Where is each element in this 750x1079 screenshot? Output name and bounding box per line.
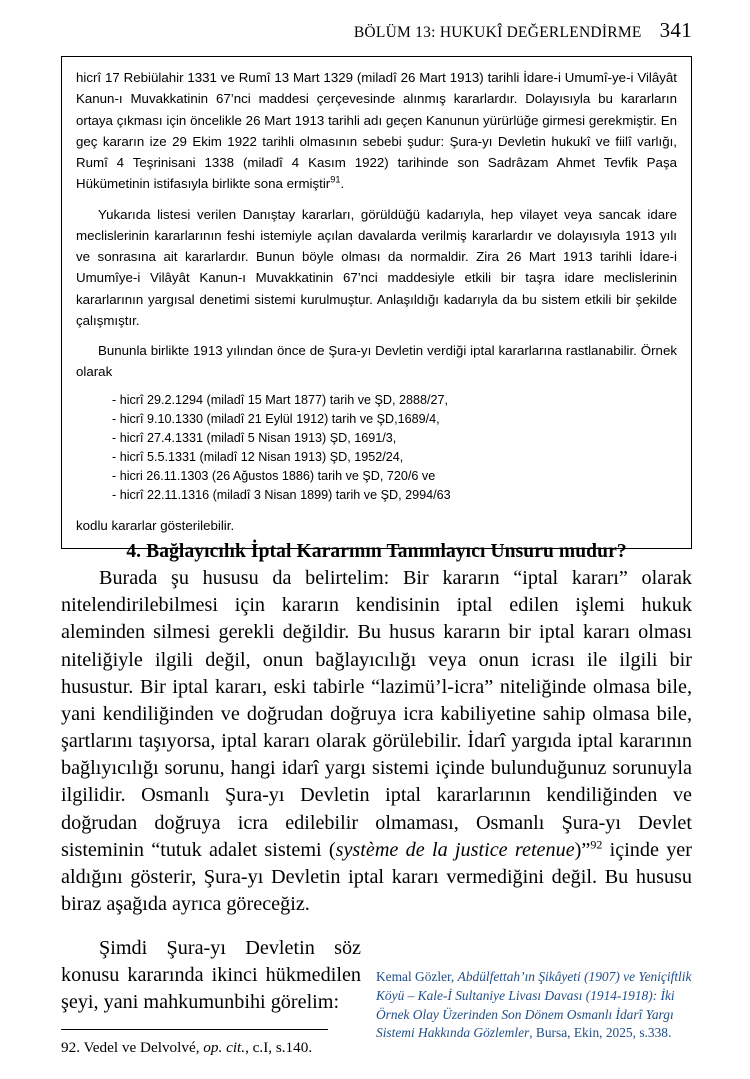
- quote-paragraph-1-text-b: .: [340, 176, 345, 192]
- body-paragraph-1: [61, 565, 692, 918]
- footnote-text-before: Vedel ve Delvolvé,: [83, 1039, 204, 1056]
- list-item: - hicrî 22.11.1316 (miladî 3 Nisan 1899) tarih ve ŞD, 2994/63: [112, 488, 451, 503]
- footnote-marker-91: 91: [330, 174, 341, 185]
- running-head-chapter-title: BÖLÜM 13: HUKUKÎ DEĞERLENDİRME: [353, 24, 642, 41]
- body-paragraph-1-text-b: )”: [574, 838, 591, 861]
- body-text: [61, 565, 692, 918]
- latin-phrase-italic: système de la justice retenue: [335, 838, 575, 861]
- quote-paragraph-3: Bununla birlikte 1913 yılından önce de Şura-yı Devletin verdiği iptal kararlarına rastlanabilir. Örnek olarak: [76, 343, 677, 380]
- body-paragraph-2: Şimdi Şura-yı Devletin söz konusu kararında ikinci hükmedilen şeyi, yani mahkumunbihi görelim:: [61, 937, 361, 1014]
- quote-paragraph-1: [76, 67, 677, 195]
- list-item: - hicrî 5.5.1331 (miladî 12 Nisan 1913) ŞD, 1952/24,: [112, 450, 404, 465]
- section-heading: 4. Bağlayıcılık İptal Kararının Tanımlayıcı Unsuru mudur?: [126, 541, 627, 563]
- page-number: 341: [659, 18, 692, 42]
- running-head: [61, 18, 692, 44]
- footnote-text-after: , c.I, s.140.: [245, 1039, 313, 1056]
- list-item: - hicrî 27.4.1331 (miladî 5 Nisan 1913) ŞD, 1691/3,: [112, 431, 397, 445]
- footnote-number: 92.: [61, 1039, 84, 1056]
- body-last-paragraph-block: [61, 935, 361, 1017]
- citation-publication: , Bursa, Ekin, 2025, s.338.: [529, 1025, 672, 1041]
- boxed-quotation: [61, 56, 692, 549]
- list-item: - hicri 26.11.1303 (26 Ağustos 1886) tarih ve ŞD, 720/6 ve: [112, 469, 436, 484]
- footnote-separator-rule: [61, 1029, 328, 1030]
- footnote-marker-92: 92: [590, 836, 603, 851]
- quote-paragraph-2: Yukarıda listesi verilen Danıştay kararları, görüldüğü kadarıyla, hep vilayet veya sancak idare meclislerinin kararlarının feshi istemiyle açılan davalarda verilmiş kararlardır ve dolayısıyla 1913 yılı ve sonrasına ait kararlardır. Bunun böyle olması da normaldir. Zira 26 Mart 1913 tarihli İdare-i Umumîye-i Vilâyât Kanun-ı Muvakkatinin 67’nci maddesiyle etkili bir taşra idare meclislerinin kararlarının yargısal denetimi sistemi kurulmuştur. Anlaşıldığı kadarıyla da bu sistem etkili bir şekilde çalışmıştır.: [76, 206, 677, 328]
- citation-block: [376, 968, 692, 1043]
- body-paragraph-1-text-c: içinde yer aldığını gösterir, Şura-yı Devletin iptal kararı vermediğini değil. Bu hususu biraz aşağıda ayrıca göreceğiz.: [61, 838, 692, 916]
- body-paragraph-1-text-a: Burada şu hususu da belirtelim: Bir kararın “iptal kararı” olarak nitelendirilebilmesi için kararın kendisinin iptal edilen işlemi hukuk aleminden silmesi gerekli değildir. Bu husus kararın bir iptal kararı olması niteliğiyle ilgili değil, onun bağlayıcılığı veya onun icrası ile ilgili bir husustur. Bir iptal kararı, eski tabirle “lazimü’l-icra” niteliğinde olmasa bile, yani kendiliğinden ve doğrudan doğruya icra kabiliyetine sahip olmasa bile, şartlarını taşıyorsa, iptal kararı olarak görülebilir. İdarî yargıda iptal kararının bağlıyıcılığı sorunu, hangi idarî yargı sistemi içinde bulunduğunuz sorunuyla ilgilidir. Osmanlı Şura-yı Devletin iptal kararlarının kendiliğinden ve doğrudan doğruya icra edilebilir olmaması, Osmanlı Şura-yı Devlet sisteminin “tutuk adalet sistemi (: [61, 567, 692, 861]
- footnote-92: [61, 1038, 381, 1059]
- footnote-op-cit: op. cit.: [203, 1039, 246, 1056]
- quote-closing-line: kodlu kararlar gösterilebilir.: [76, 517, 235, 533]
- list-item: - hicrî 9.10.1330 (miladî 21 Eylül 1912) tarih ve ŞD,1689/4,: [112, 411, 440, 426]
- quote-paragraph-1-text-a: hicrî 17 Rebiülahir 1331 ve Rumî 13 Mart 1329 (miladî 26 Mart 1913) tarihli İdare-i Umumî-ye-i Vilâyât Kanun-ı Muvakkatinin 67’nci maddesi çerçevesinde alınmış kararlardır. Dolayısıyla bu kararların ortaya çıkması için öncelikle 26 Mart 1913 tarihli adı geçen Kanunun yürürlüğe girmesi gerekmiştir. En geç kararın ize 29 Ekim 1922 tarihli olmasının sebebi şudur: Şura-yı Devletin hukukî ve fiilî varlığı, Rumî 4 Teşrinisani 1338 (miladî 4 Kasım 1922) tarihinde son Sadrâzam Ahmet Tevfik Paşa Hükümetinin istifasıyla birlikte sona ermiştir: [76, 70, 677, 192]
- list-item: - hicrî 29.2.1294 (miladî 15 Mart 1877) tarih ve ŞD, 2888/27,: [112, 392, 449, 407]
- citation-author: Kemal Gözler,: [376, 969, 458, 984]
- citation-title: Abdülfettah’ın Şikâyeti (1907) ve Yeniçiftlik Köyü – Kale-İ Sultaniye Livası Davası (1914-1918): İki Örnek Olay Üzerinden Son Dönem Osmanlı İdarî Yargı Sistemi Hakkında Gözlemler: [376, 969, 692, 1041]
- decision-date-list: [76, 391, 677, 506]
